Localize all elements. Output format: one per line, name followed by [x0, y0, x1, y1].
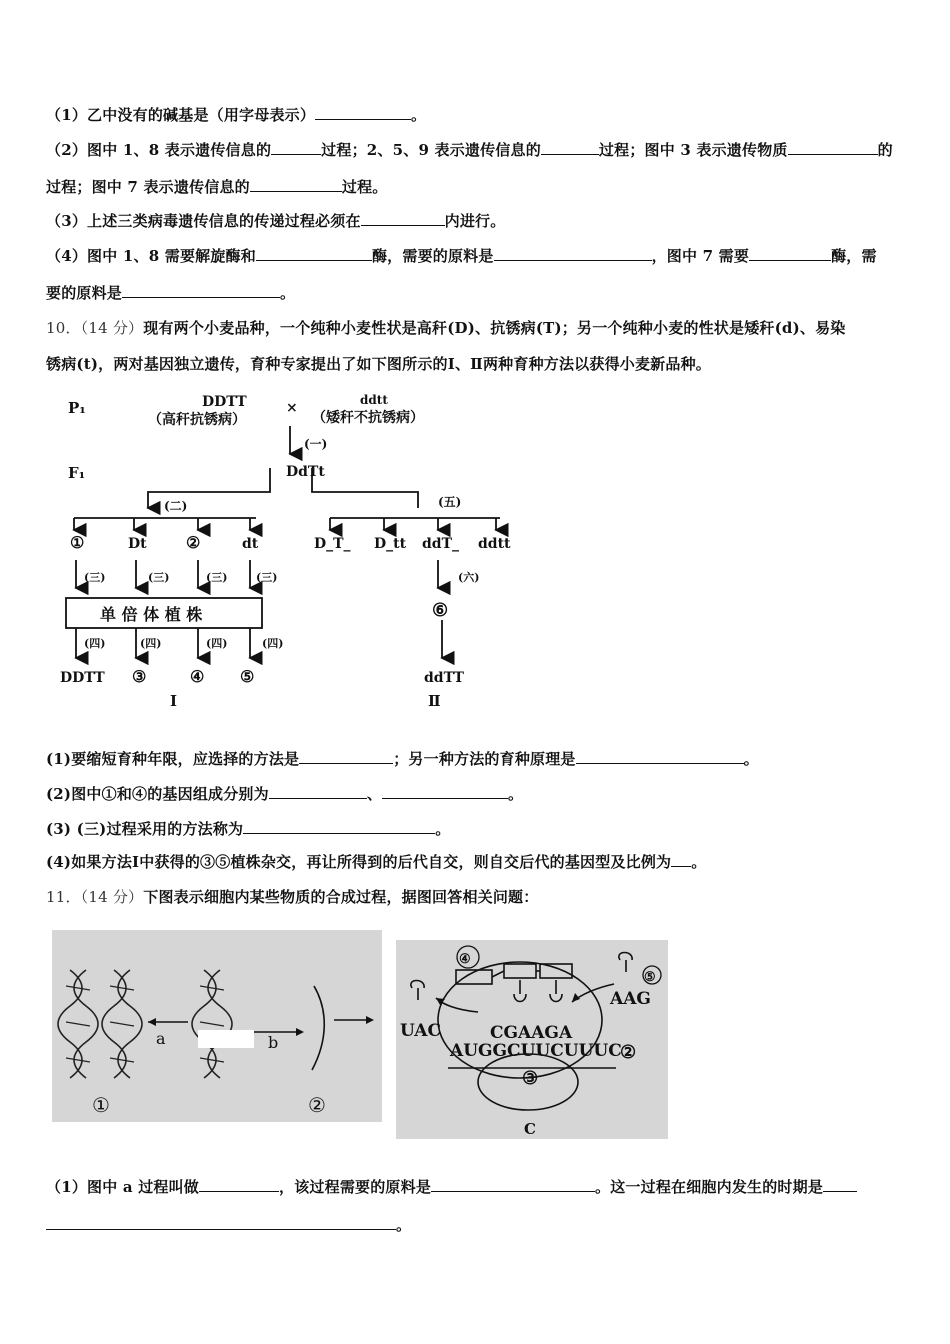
anticodon-uac: UAC [400, 1021, 442, 1041]
label-1: ① [92, 1093, 110, 1117]
answer-blank[interactable] [46, 1215, 396, 1230]
q10-p1-text-c: 。 [743, 750, 759, 768]
label-c: C [524, 1120, 536, 1138]
q10-stem-1: 现有两个小麦品种，一个纯种小麦性状是高秆(D)、抗锈病(T)；另一个纯种小麦的性状是矮秆(d)、易染 [143, 319, 846, 337]
q9-p2-text-d: 的 [877, 141, 893, 159]
answer-blank[interactable] [671, 852, 691, 867]
left-result-4: ⑤ [240, 667, 255, 686]
q11-p1-text-b: ，该过程需要的原料是 [279, 1178, 432, 1196]
mrna-sequence: AUGGCUUCUUUC [450, 1041, 622, 1061]
cross-symbol: × [286, 400, 298, 416]
circle-6: ⑥ [432, 600, 449, 621]
q11-line-2 [46, 1214, 411, 1235]
q10-p3-text-b: 。 [435, 820, 451, 838]
right-item-1: D_T_ [314, 536, 351, 552]
answer-blank[interactable] [122, 283, 280, 298]
q10-p1-text-b: ；另一种方法的育种原理是 [393, 750, 576, 768]
label-b: b [268, 1033, 279, 1052]
anticodon-aag: AAG [610, 989, 651, 1009]
answer-blank[interactable] [749, 246, 831, 261]
answer-blank[interactable] [576, 749, 744, 764]
answer-blank[interactable] [541, 140, 599, 155]
q9-p4-text-a: （4）图中 1、8 需要解旋酶和 [46, 247, 256, 265]
haploid-box-label: 单 倍 体 植 株 [100, 605, 203, 624]
left-result-1: DDTT [60, 670, 105, 686]
step-1-label: (一) [304, 437, 328, 451]
label-2-right: ② [620, 1042, 637, 1063]
parent1-genotype: DDTT [202, 394, 247, 410]
label-4: ④ [459, 952, 471, 967]
answer-blank[interactable] [243, 819, 435, 834]
parent2-description: （矮秆不抗锈病） [312, 410, 424, 426]
answer-blank[interactable] [361, 211, 445, 226]
answer-blank[interactable] [256, 246, 372, 261]
q10-line-3 [46, 818, 450, 839]
q9-line-6 [46, 282, 295, 303]
q10-p2-text-c: 。 [508, 785, 524, 803]
right-item-4: ddtt [478, 536, 511, 552]
q10-line-4 [46, 851, 706, 872]
q9-p4-text-d: 酶，需 [831, 247, 877, 265]
smudge-patch [198, 1030, 254, 1048]
replication-transcription-figure [52, 930, 382, 1122]
f1-genotype: DdTt [286, 464, 325, 480]
parent1-description: （高秆抗锈病） [148, 412, 246, 428]
q9-p2-text-c: 过程；图中 3 表示遗传物质 [598, 141, 788, 159]
q11-stem-line [46, 886, 538, 907]
label-a: a [156, 1029, 166, 1048]
left-item-1: ① [70, 533, 85, 552]
trna-free [411, 981, 424, 1001]
q11-number: 11．（14 分） [46, 888, 144, 906]
q9-p1-text-b: 。 [411, 106, 427, 124]
answer-blank[interactable] [271, 140, 321, 155]
q10-stem-line-2 [46, 353, 711, 374]
label-2-left: ② [308, 1093, 326, 1117]
q9-p4-text-f: 。 [280, 284, 296, 302]
answer-blank[interactable] [823, 1177, 857, 1192]
q10-line-2 [46, 783, 523, 804]
answer-blank[interactable] [299, 749, 393, 764]
q11-p1-text-d: 。 [396, 1216, 412, 1234]
answer-blank[interactable] [199, 1177, 279, 1192]
q9-p2-text-a: （2）图中 1、8 表示遗传信息的 [46, 141, 272, 159]
left-result-2: ③ [132, 667, 147, 686]
q10-stem-line-1 [46, 317, 846, 338]
q10-p2-text-a: (2)图中①和④的基因组成分别为 [46, 785, 269, 803]
answer-blank[interactable] [382, 784, 508, 799]
right-result: ddTT [424, 670, 464, 686]
q9-p1-text-a: （1）乙中没有的碱基是（用字母表示） [46, 106, 316, 124]
q9-p2-text-b: 过程；2、5、9 表示遗传信息的 [321, 141, 541, 159]
q9-p4-text-c: ，图中 7 需要 [651, 247, 750, 265]
q9-line-5 [46, 245, 877, 266]
left-item-4: dt [242, 536, 259, 552]
q10-number: 10．（14 分） [46, 319, 144, 337]
step-2-label: (二) [164, 499, 188, 513]
parent2-genotype: ddtt [360, 393, 388, 407]
p1-label: P₁ [68, 399, 86, 417]
q9-p3-text-a: （3）上述三类病毒遗传信息的传递过程必须在 [46, 212, 361, 230]
right-item-2: D_tt [374, 536, 407, 552]
q10-p4-text-b: 。 [691, 853, 707, 871]
q9-line-3 [46, 176, 388, 197]
f1-label: F₁ [68, 464, 86, 482]
polypeptide-box-3 [540, 964, 572, 978]
right-item-3: ddT_ [422, 536, 459, 552]
q10-p1-text-a: (1)要缩短育种年限，应选择的方法是 [46, 750, 300, 768]
q11-p1-text-a: （1）图中 a 过程叫做 [46, 1178, 200, 1196]
answer-blank[interactable] [315, 105, 411, 120]
answer-blank[interactable] [494, 246, 652, 261]
left-item-3: ② [186, 533, 201, 552]
mrna-strand [312, 986, 324, 1070]
q11-stem: 下图表示细胞内某些物质的合成过程，据图回答相关问题： [143, 888, 539, 906]
q10-p4-text-a: (4)如果方法Ⅰ中获得的③⑤植株杂交，再让所得到的后代自交，则自交后代的基因型及比例为 [46, 853, 672, 871]
step-3-label-4: (三) [256, 571, 278, 584]
translation-figure [396, 940, 668, 1139]
q9-line-4 [46, 210, 505, 231]
breeding-diagram [60, 388, 520, 713]
answer-blank[interactable] [269, 784, 367, 799]
polypeptide-box-2 [504, 964, 536, 978]
q10-line-1 [46, 748, 759, 769]
step-4-label-1: (四) [84, 637, 106, 650]
q10-stem-2: 锈病(t)，两对基因独立遗传，育种专家提出了如下图所示的Ⅰ、Ⅱ两种育种方法以获得小麦新品种。 [46, 355, 711, 373]
q11-line-1 [46, 1176, 857, 1197]
q10-p3-text-a: (3) (三)过程采用的方法称为 [46, 820, 244, 838]
step-4-label-2: (四) [140, 637, 162, 650]
label-5: ⑤ [644, 970, 656, 985]
q9-p3-text-b: 内进行。 [444, 212, 506, 230]
q9-line-1 [46, 104, 426, 125]
method-1-label: Ⅰ [170, 692, 178, 710]
anticodon-row: CGAAGA [490, 1023, 573, 1043]
step-6-label: (六) [458, 571, 480, 584]
method-2-label: Ⅱ [428, 692, 441, 710]
answer-blank[interactable] [788, 140, 878, 155]
left-item-2: Dt [128, 536, 147, 552]
left-result-3: ④ [190, 667, 205, 686]
q9-line-2 [46, 139, 893, 160]
trna-loops [514, 994, 562, 1002]
q9-p2-text-e: 过程；图中 7 表示遗传信息的 [46, 178, 250, 196]
step-4-label-3: (四) [206, 637, 228, 650]
q11-p1-text-c: 。这一过程在细胞内发生的时期是 [595, 1178, 824, 1196]
q10-p2-text-b: 、 [366, 785, 383, 803]
q9-p4-text-b: 酶，需要的原料是 [371, 247, 494, 265]
step-5-label: (五) [438, 495, 462, 509]
answer-blank[interactable] [250, 177, 342, 192]
label-3: ③ [522, 1068, 539, 1089]
helix-hatching [66, 986, 224, 1062]
step-3-label-3: (三) [206, 571, 228, 584]
q9-p4-text-e: 要的原料是 [46, 284, 123, 302]
trna-5 [619, 953, 632, 973]
answer-blank[interactable] [431, 1177, 595, 1192]
step-4-label-4: (四) [262, 637, 284, 650]
q9-p2-text-f: 过程。 [341, 178, 388, 196]
step-3-label-1: (三) [84, 571, 106, 584]
step-3-label-2: (三) [148, 571, 170, 584]
